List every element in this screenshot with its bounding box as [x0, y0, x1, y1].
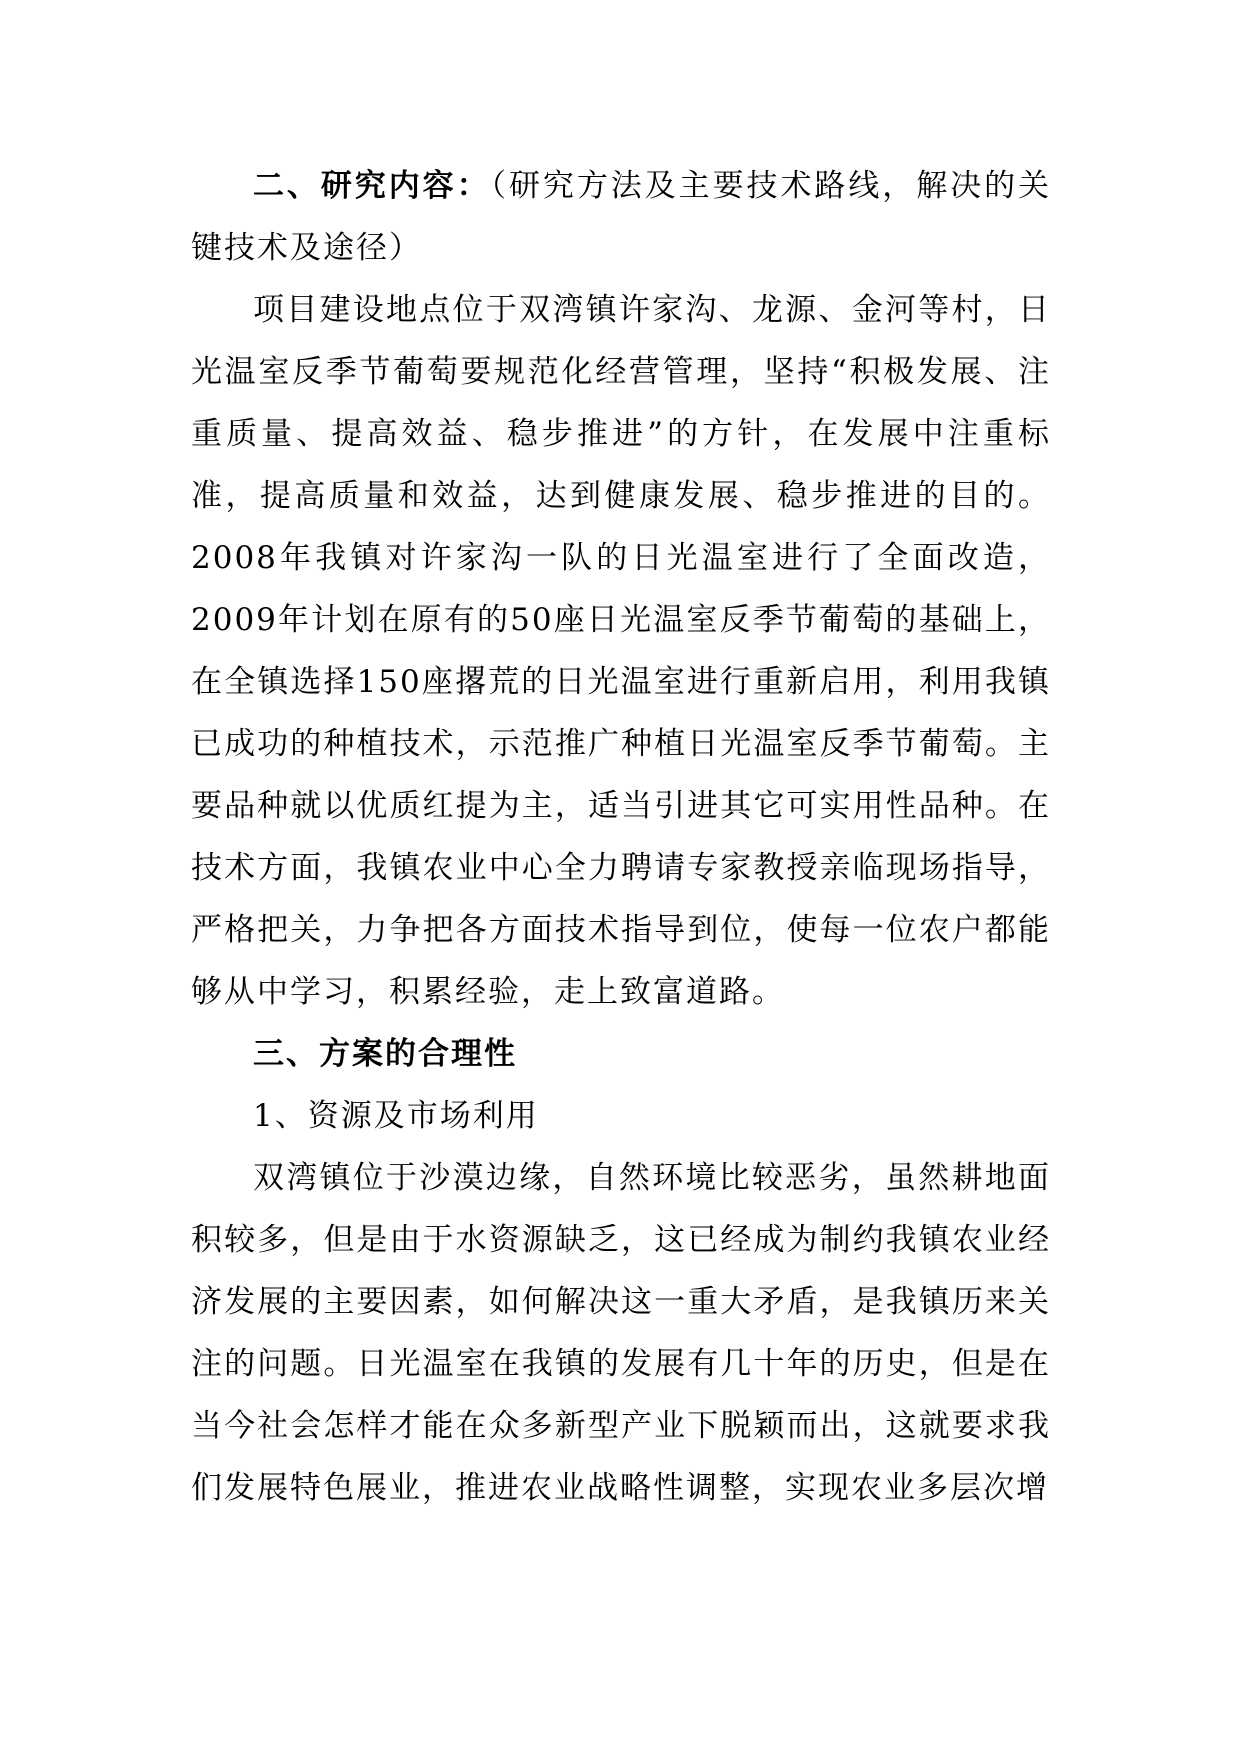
- section-2-note: （研究方法及主要技术路线，解决的关键技术及途径）: [191, 168, 1052, 266]
- section-2-heading: 二、研究内容：: [253, 168, 491, 204]
- document-body: [191, 155, 1051, 1519]
- section-3-heading: 三、方案的合理性: [253, 1036, 517, 1072]
- section-2-body: 项目建设地点位于双湾镇许家沟、龙源、金河等村，日光温室反季节葡萄要规范化经营管理，坚持“积极发展、注重质量、提高效益、稳步推进”的方针，在发展中注重标准，提高质量和效益，达到健康发展、稳步推进的目的。2008年我镇对许家沟一队的日光温室进行了全面改造，2009年计划在原有的50座日光温室反季节葡萄的基础上，在全镇选择150座撂荒的日光温室进行重新启用，利用我镇已成功的种植技术，示范推广种植日光温室反季节葡萄。主要品种就以优质红提为主，适当引进其它可实用性品种。在技术方面，我镇农业中心全力聘请专家教授亲临现场指导，严格把关，力争把各方面技术指导到位，使每一位农户都能够从中学习，积累经验，走上致富道路。: [191, 292, 1051, 1010]
- section-3-subheading-1: 1、资源及市场利用: [253, 1098, 539, 1134]
- section-2-heading-paragraph: [191, 155, 1051, 279]
- section-3-body: 双湾镇位于沙漠边缘，自然环境比较恶劣，虽然耕地面积较多，但是由于水资源缺乏，这已经成为制约我镇农业经济发展的主要因素，如何解决这一重大矛盾，是我镇历来关注的问题。日光温室在我镇的发展有几十年的历史，但是在当今社会怎样才能在众多新型产业下脱颖而出，这就要求我们发展特色展业，推进农业战略性调整，实现农业多层次增: [191, 1160, 1051, 1506]
